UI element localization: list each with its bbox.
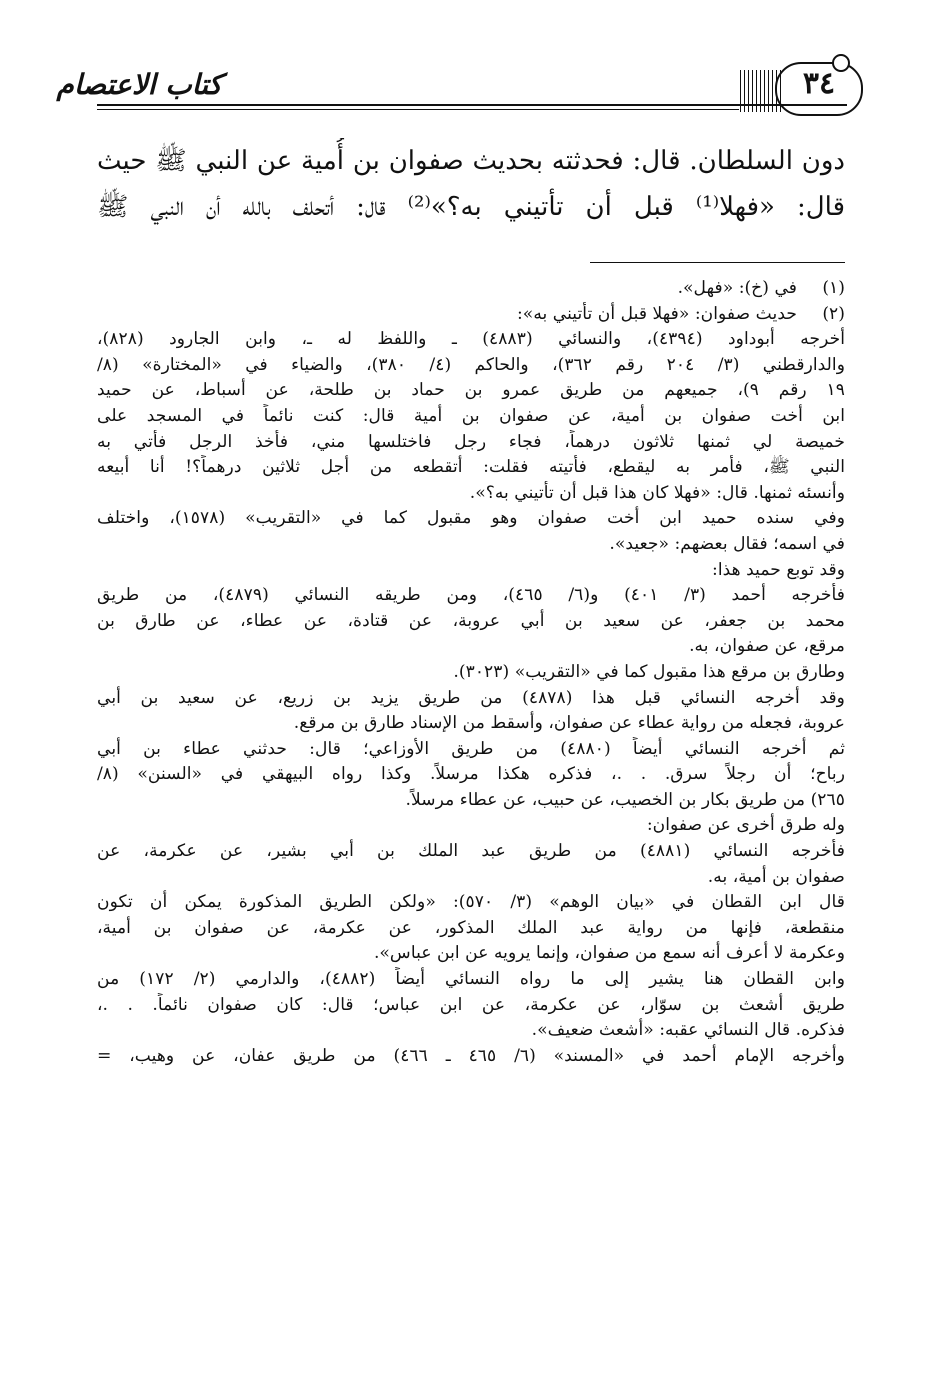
footnote-text: وقد أخرجه النسائي قبل هذا (٤٨٧٨) من طريق يزيد بن زريع، عن سعيد بن أبي (97, 687, 845, 708)
footnote-text: في (خ): «فهل». (677, 278, 797, 298)
footnote-line (97, 327, 845, 353)
footnote-text: مرقع، عن صفوان، به. (689, 636, 845, 657)
footnote-line (97, 839, 845, 865)
footnote-text: طريق أشعث بن سوّار، عن عكرمة، عن ابن عباس؛ قال: كان صفوان نائماً. . .، (97, 994, 845, 1015)
footnote-text: منقطعة، فإنها من رواية عبد الملك المذكور، عن عكرمة، عن صفوان بن أمية، (97, 917, 845, 938)
footnote-line (97, 788, 845, 814)
footnote-text: ١٩ رقم ٩)، جميعهم من طريق عمرو بن حماد بن طلحة، عن أسباط، عن حميد (97, 380, 845, 401)
footnote-number: (١) (822, 278, 845, 298)
footnote-text: خميصة لي ثمنها ثلاثون درهماً، فجاء رجل فاختلسها مني، فأُخذ الرجل فأتي به (97, 431, 845, 452)
footnote-line (97, 455, 845, 481)
footnote-text: وله طرق أخرى عن صفوان: (646, 815, 845, 836)
footnote-text: وطارق بن مرقع هذا مقبول كما في «التقريب» (٣٠٢٣). (453, 661, 845, 682)
footnote-text: ابن أخت صفوان بن أمية، عن صفوان بن أمية قال: كنت نائماً في المسجد على (97, 405, 845, 426)
footnote-line (97, 506, 845, 532)
footnote-line (97, 941, 845, 967)
footnote-line (97, 916, 845, 942)
footnote-text: فأخرجه أحمد (٣/ ٤٠١) و(٦/ ٤٦٥)، ومن طريقه النسائي (٤٨٧٩)، من طريق (97, 585, 845, 606)
footnote-text: صفوان بن أمية، به. (707, 866, 845, 887)
footnote-line (97, 813, 845, 839)
footnote-text: عروبة، فجعله من رواية عطاء عن صفوان، وأسقط من الإسناد طارق بن مرقع. (293, 713, 845, 734)
footnote-text: في اسمه؛ فقال بعضهم: «جعيد». (609, 533, 845, 554)
footnotes (97, 276, 845, 1069)
footnote-line (97, 890, 845, 916)
main-text-line: دون السلطان. قال: فحدثته بحديث صفوان بن أُمية عن النبي ﷺ حيث (97, 146, 845, 176)
footnote-line (97, 1018, 845, 1044)
footnote-line (97, 762, 845, 788)
footnote-text: رباح؛ أن رجلاً سرق. . .، فذكره هكذا مرسلاً. وكذا رواه البيهقي في «السنن» (٨/ (97, 764, 845, 785)
footnote-line (97, 660, 845, 686)
footnote-divider (590, 262, 845, 263)
footnote-text: وأنسئه ثمنها. قال: «فهلا كان هذا قبل أن تأتيني به؟». (469, 482, 845, 503)
footnote-text: وأخرجه الإمام أحمد في «المسند» (٦/ ٤٦٥ ـ ٤٦٦) من طريق عفان، عن وهيب، = (97, 1045, 845, 1066)
footnote-line (97, 583, 845, 609)
footnote-text: ٢٦٥) من طريق بكار بن الخصيب، عن حبيب، عن عطاء مرسلاً. (405, 789, 845, 810)
running-header-title: كتاب الاعتصام (56, 68, 222, 101)
footnote-text: وفي سنده حميد ابن أخت صفوان وهو مقبول كما في «التقريب» (١٥٧٨)، واختلف (97, 508, 845, 529)
footnote-line (97, 276, 845, 302)
footnote-line (97, 634, 845, 660)
footnote-text: حديث صفوان: «فهلا قبل أن تأتيني به»: (517, 303, 797, 324)
footnote-text: أخرجه أبوداود (٤٣٩٤)، والنسائي (٤٨٨٣) ـ واللفظ له ـ، وابن الجارود (٨٢٨)، (97, 329, 845, 350)
footnote-text: فأخرجه النسائي (٤٨٨١) من طريق عبد الملك بن أبي بشير، عن عكرمة، عن (97, 841, 845, 862)
footnote-line (97, 532, 845, 558)
page-number: ٣٤ (802, 66, 836, 101)
footnote-line (97, 481, 845, 507)
footnote-line (97, 404, 845, 430)
header-rule-thin (97, 109, 739, 110)
footnote-text: النبي ﷺ، فأمر به ليقطع، فأتيته فقلت: أتقطعه من أجل ثلاثين درهماً؟! أنا أبيعه (97, 457, 845, 478)
main-text (97, 138, 845, 230)
footnote-text: وعكرمة لا أعرف أنه سمع من صفوان، وإنما يرويه عن ابن عباس». (373, 943, 845, 964)
footnote-text: والدارقطني (٣/ ٢٠٤ رقم ٣٦٢)، والحاكم (٤/ ٣٨٠)، والضياء في «المختارة» (٨/ (97, 354, 845, 375)
footnote-line (97, 865, 845, 891)
footnote-text: وقد توبع حميد هذا: (712, 559, 845, 580)
footnote-line (97, 686, 845, 712)
footnote-text: وابن القطان هنا يشير إلى ما رواه النسائي أيضاً (٤٨٨٢)، والدارمي (٢/ ١٧٢) من (97, 969, 845, 990)
footnote-text: قال ابن القطان في «بيان الوهم» (٣/ ٥٧٠): «ولكن الطريق المذكورة يمكن أن تكون (97, 892, 845, 913)
footnote-line (97, 609, 845, 635)
footnote-line (97, 737, 845, 763)
header-rule (97, 104, 847, 106)
footnote-line (97, 430, 845, 456)
footnote-line (97, 558, 845, 584)
footnote-line (97, 967, 845, 993)
footnote-text: فذكره. قال النسائي عقبه: «أشعث ضعيف». (531, 1020, 845, 1041)
footnote-line (97, 378, 845, 404)
footnote-line (97, 353, 845, 379)
footnote-number: (٢) (822, 303, 845, 324)
footnote-line (97, 302, 845, 328)
footnote-text: محمد بن جعفر، عن سعيد بن أبي عروبة، عن قتادة، عن عطاء، عن طارق بن (97, 610, 845, 631)
footnote-text: ثم أخرجه النسائي أيضاً (٤٨٨٠) من طريق الأوزاعي؛ قال: حدثني عطاء بن أبي (97, 738, 845, 759)
footnote-line (97, 993, 845, 1019)
main-text-line: قال: «فهلا⁽¹⁾ قبل أن تأتيني به؟»⁽²⁾ قال: أتحلف بالله أن النبي ﷺ (97, 192, 845, 222)
footnote-line (97, 1044, 845, 1070)
footnote-line (97, 711, 845, 737)
